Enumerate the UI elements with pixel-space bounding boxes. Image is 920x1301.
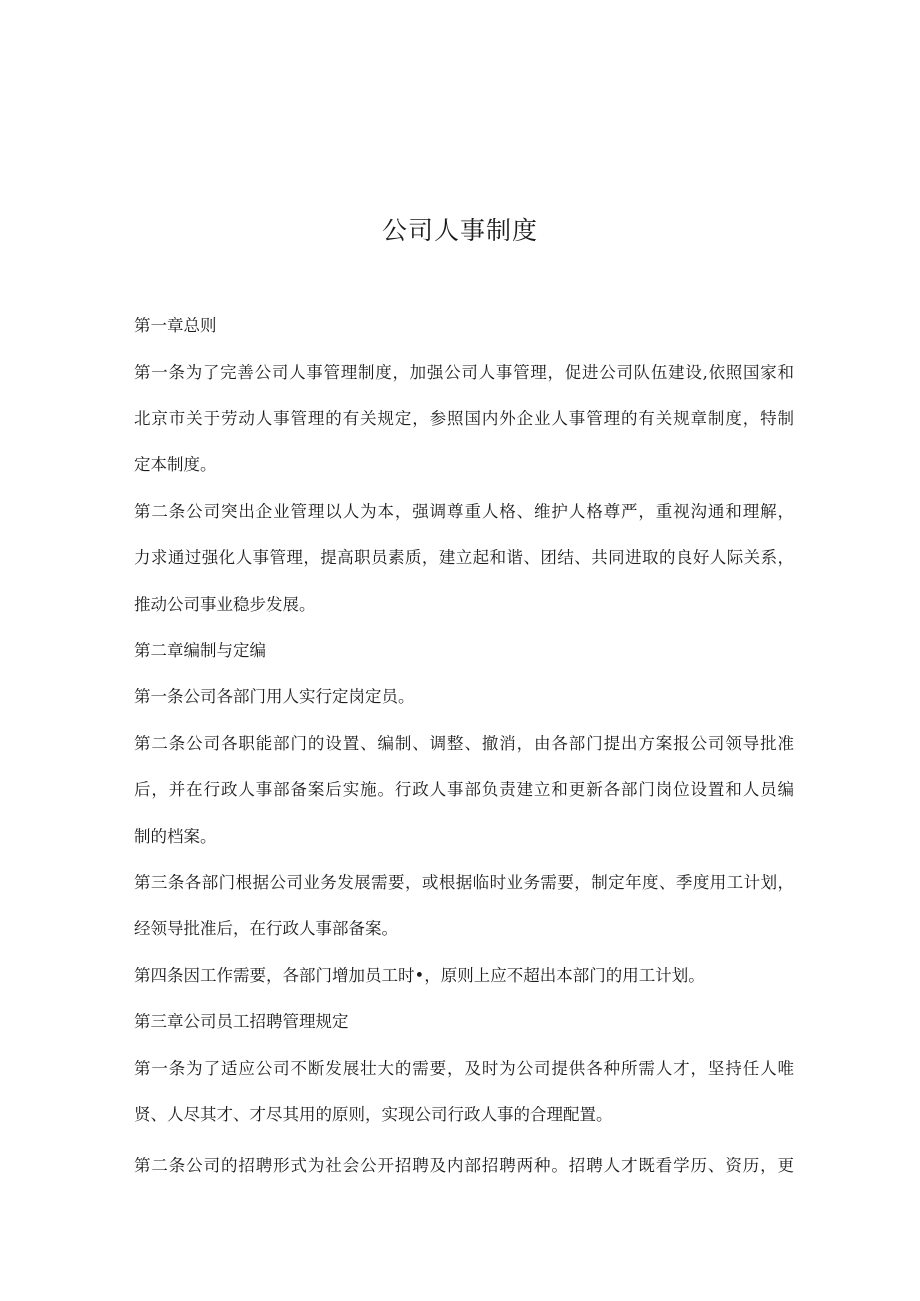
paragraph-line: 北京市关于劳动人事管理的有关规定，参照国内外企业人事管理的有关规章制度，特制 [134, 409, 794, 428]
paragraph-line: 第二条公司的招聘形式为社会公开招聘及内部招聘两种。招聘人才既看学历、资历，更 [134, 1156, 794, 1175]
paragraph-line: 第一条公司各部门用人实行定岗定员。 [134, 687, 415, 706]
paragraph-line: 第一条为了完善公司人事管理制度，加强公司人事管理，促进公司队伍建设,依照国家和 [134, 363, 794, 382]
paragraph-line: 第三条各部门根据公司业务发展需要，或根据临时业务需要，制定年度、季度用工计划， [134, 873, 794, 892]
paragraph-line: 定本制度。 [134, 455, 217, 474]
paragraph-line: 第一条为了适应公司不断发展壮大的需要，及时为公司提供各种所需人才，坚持任人唯 [134, 1059, 794, 1078]
chapter-heading-3: 第三章公司员工招聘管理规定 [134, 1012, 349, 1031]
paragraph-line: 力求通过强化人事管理，提高职员素质，建立起和谐、团结、共同进取的良好人际关系， [134, 548, 794, 567]
paragraph-line: 第二条公司各职能部门的设置、编制、调整、撤消，由各部门提出方案报公司领导批准 [134, 734, 794, 753]
chapter-heading-1: 第一章总则 [134, 316, 217, 335]
paragraph-line: 第四条因工作需要，各部门增加员工时•，原则上应不超出本部门的用工计划。 [134, 966, 705, 985]
paragraph-line: 推动公司事业稳步发展。 [134, 595, 316, 614]
paragraph-line: 后，并在行政人事部备案后实施。行政人事部负责建立和更新各部门岗位设置和人员编 [134, 780, 794, 799]
paragraph-line: 贤、人尽其才、才尽其用的原则，实现公司行政人事的合理配置。 [134, 1105, 613, 1124]
paragraph-line: 第二条公司突出企业管理以人为本，强调尊重人格、维护人格尊严，重视沟通和理解， [134, 502, 794, 521]
document-title: 公司人事制度 [381, 216, 538, 245]
chapter-heading-2: 第二章编制与定编 [134, 641, 266, 660]
paragraph-line: 经领导批准后，在行政人事部备案。 [134, 919, 398, 938]
paragraph-line: 制的档案。 [134, 827, 217, 846]
